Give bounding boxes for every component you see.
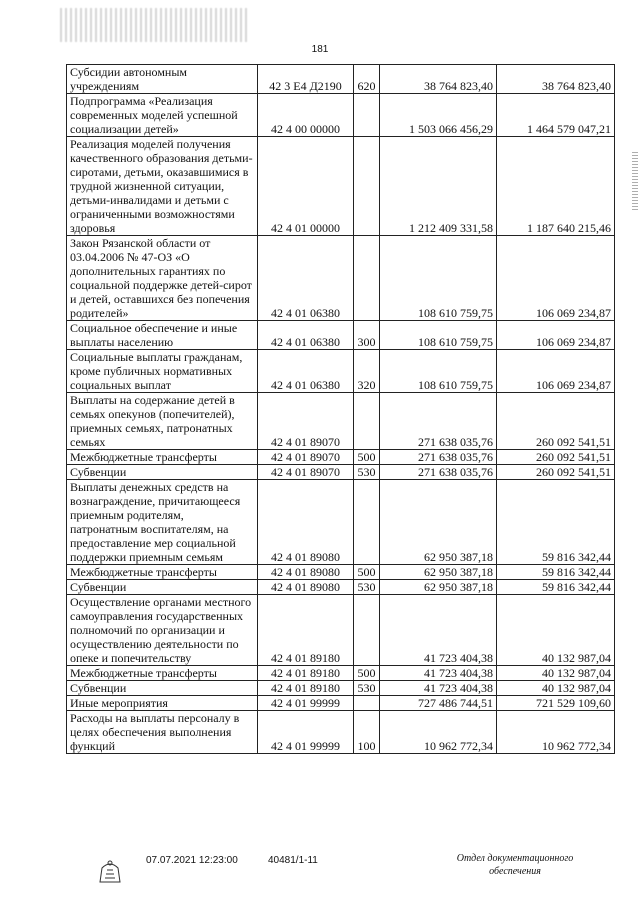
table-row	[67, 94, 615, 137]
cell-value-2022: 260 092 541,51	[497, 393, 615, 450]
cell-value-2022: 106 069 234,87	[497, 321, 615, 350]
cell-value-2021: 62 950 387,18	[380, 565, 497, 580]
cell-vr	[354, 393, 380, 450]
cell-vr: 530	[354, 681, 380, 696]
cell-value-2021: 10 962 772,34	[380, 711, 497, 754]
table-row	[67, 393, 615, 450]
cell-code: 42 4 01 89080	[258, 565, 354, 580]
cell-value-2021: 271 638 035,76	[380, 465, 497, 480]
budget-table	[66, 64, 615, 754]
scan-artifact	[60, 8, 250, 42]
cell-value-2021: 108 610 759,75	[380, 321, 497, 350]
table-row	[67, 696, 615, 711]
cell-vr	[354, 595, 380, 666]
cell-code: 42 4 01 89070	[258, 465, 354, 480]
cell-value-2021: 108 610 759,75	[380, 350, 497, 393]
cell-value-2022: 106 069 234,87	[497, 236, 615, 321]
cell-code: 42 4 01 89080	[258, 580, 354, 595]
cell-vr: 620	[354, 65, 380, 94]
cell-value-2022: 1 187 640 215,46	[497, 137, 615, 236]
table-row	[67, 595, 615, 666]
cell-code: 42 4 01 89180	[258, 681, 354, 696]
cell-vr	[354, 236, 380, 321]
cell-code: 42 4 01 89180	[258, 595, 354, 666]
cell-code: 42 4 01 06380	[258, 321, 354, 350]
cell-vr: 530	[354, 465, 380, 480]
cell-value-2022: 721 529 109,60	[497, 696, 615, 711]
page-number: 181	[311, 44, 329, 55]
footer-department-stamp: Отдел документационного обеспечения	[456, 853, 574, 877]
table-row	[67, 65, 615, 94]
cell-name: Межбюджетные трансферты	[67, 565, 258, 580]
cell-value-2021: 1 503 066 456,29	[380, 94, 497, 137]
coat-of-arms-icon	[96, 856, 124, 886]
table-row	[67, 711, 615, 754]
footer-doc-number: 40481/1-11	[268, 855, 318, 866]
cell-value-2022: 59 816 342,44	[497, 480, 615, 565]
table-row	[67, 236, 615, 321]
cell-vr: 500	[354, 565, 380, 580]
budget-table-body	[67, 65, 615, 754]
cell-vr: 500	[354, 450, 380, 465]
cell-vr: 100	[354, 711, 380, 754]
cell-value-2021: 727 486 744,51	[380, 696, 497, 711]
cell-value-2021: 62 950 387,18	[380, 480, 497, 565]
cell-code: 42 4 00 00000	[258, 94, 354, 137]
cell-value-2022: 106 069 234,87	[497, 350, 615, 393]
cell-value-2022: 10 962 772,34	[497, 711, 615, 754]
cell-code: 42 4 01 00000	[258, 137, 354, 236]
table-row	[67, 350, 615, 393]
cell-vr: 500	[354, 666, 380, 681]
cell-value-2021: 41 723 404,38	[380, 595, 497, 666]
cell-name: Закон Рязанской области от 03.04.2006 № 47-ОЗ «О дополнительных гарантиях по социальной поддержке детей-сирот и детей, оставшихся без попечения родителей»	[67, 236, 258, 321]
table-row	[67, 137, 615, 236]
cell-value-2022: 260 092 541,51	[497, 450, 615, 465]
cell-value-2022: 40 132 987,04	[497, 681, 615, 696]
cell-value-2021: 41 723 404,38	[380, 681, 497, 696]
cell-value-2021: 1 212 409 331,58	[380, 137, 497, 236]
cell-vr: 320	[354, 350, 380, 393]
cell-value-2022: 38 764 823,40	[497, 65, 615, 94]
footer-date: 07.07.2021 12:23:00	[146, 855, 238, 866]
cell-code: 42 4 01 99999	[258, 711, 354, 754]
cell-code: 42 4 01 99999	[258, 696, 354, 711]
table-row	[67, 681, 615, 696]
cell-code: 42 4 01 89070	[258, 450, 354, 465]
table-row	[67, 580, 615, 595]
cell-vr: 530	[354, 580, 380, 595]
cell-name: Подпрограмма «Реализация современных моделей успешной социализации детей»	[67, 94, 258, 137]
cell-code: 42 4 01 89080	[258, 480, 354, 565]
cell-code: 42 4 01 89180	[258, 666, 354, 681]
cell-value-2022: 1 464 579 047,21	[497, 94, 615, 137]
cell-name: Субвенции	[67, 580, 258, 595]
cell-value-2021: 271 638 035,76	[380, 450, 497, 465]
cell-name: Реализация моделей получения качественного образования детьми-сиротами, детьми, оказавшимися в трудной жизненной ситуации, детьми-инвалидами и детьми с ограниченными возможностями здоровья	[67, 137, 258, 236]
scan-edge-artifact	[632, 150, 638, 210]
cell-value-2021: 41 723 404,38	[380, 666, 497, 681]
cell-name: Субсидии автономным учреждениям	[67, 65, 258, 94]
cell-vr	[354, 94, 380, 137]
cell-value-2021: 271 638 035,76	[380, 393, 497, 450]
table-row	[67, 480, 615, 565]
cell-name: Социальные выплаты гражданам, кроме публичных нормативных социальных выплат	[67, 350, 258, 393]
table-row	[67, 450, 615, 465]
table-row	[67, 666, 615, 681]
cell-value-2022: 40 132 987,04	[497, 595, 615, 666]
table-row	[67, 321, 615, 350]
cell-name: Выплаты на содержание детей в семьях опекунов (попечителей), приемных семьях, патронатных семьях	[67, 393, 258, 450]
cell-code: 42 4 01 06380	[258, 350, 354, 393]
cell-name: Субвенции	[67, 465, 258, 480]
cell-name: Межбюджетные трансферты	[67, 450, 258, 465]
cell-name: Иные мероприятия	[67, 696, 258, 711]
cell-value-2022: 260 092 541,51	[497, 465, 615, 480]
cell-name: Межбюджетные трансферты	[67, 666, 258, 681]
page-footer	[0, 852, 640, 892]
cell-value-2022: 40 132 987,04	[497, 666, 615, 681]
cell-name: Расходы на выплаты персоналу в целях обеспечения выполнения функций	[67, 711, 258, 754]
cell-value-2021: 62 950 387,18	[380, 580, 497, 595]
cell-value-2022: 59 816 342,44	[497, 580, 615, 595]
cell-code: 42 4 01 89070	[258, 393, 354, 450]
cell-value-2021: 38 764 823,40	[380, 65, 497, 94]
cell-code: 42 3 Е4 Д2190	[258, 65, 354, 94]
cell-vr	[354, 696, 380, 711]
cell-name: Выплаты денежных средств на вознаграждение, причитающееся приемным родителям, патронатным воспитателям, на предоставление мер социальной поддержки приемным семьям	[67, 480, 258, 565]
cell-code: 42 4 01 06380	[258, 236, 354, 321]
cell-vr	[354, 480, 380, 565]
cell-name: Социальное обеспечение и иные выплаты населению	[67, 321, 258, 350]
cell-vr	[354, 137, 380, 236]
cell-vr: 300	[354, 321, 380, 350]
table-row	[67, 565, 615, 580]
cell-name: Субвенции	[67, 681, 258, 696]
cell-value-2021: 108 610 759,75	[380, 236, 497, 321]
cell-value-2022: 59 816 342,44	[497, 565, 615, 580]
cell-name: Осуществление органами местного самоуправления государственных полномочий по организации и осуществлению деятельности по опеке и попечительству	[67, 595, 258, 666]
table-row	[67, 465, 615, 480]
